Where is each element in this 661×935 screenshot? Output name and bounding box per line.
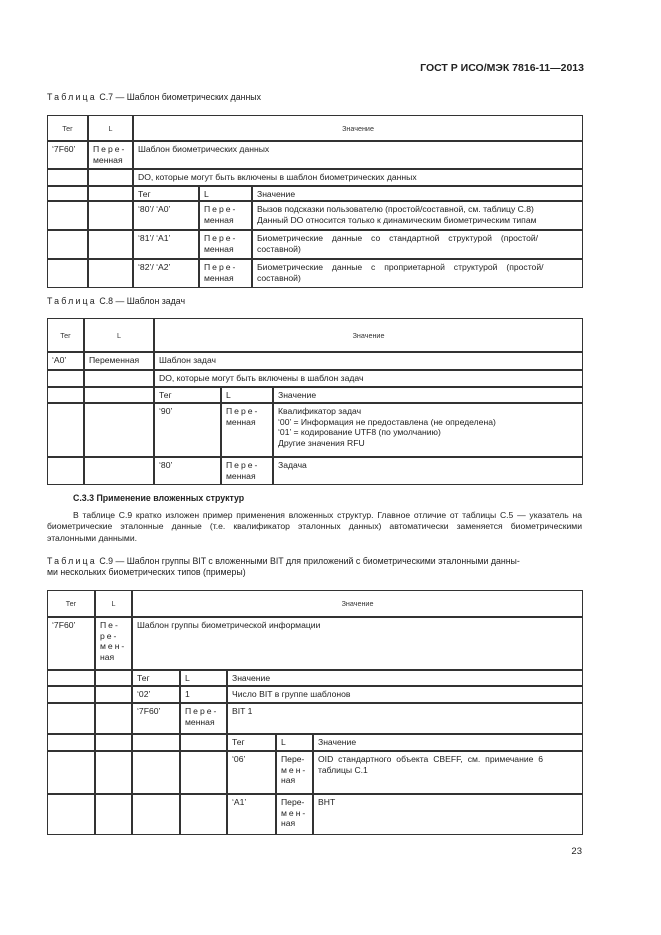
table-cell: [132, 751, 180, 794]
table-cell: [47, 201, 88, 230]
table-c8-caption: [47, 296, 185, 307]
table-cell: L: [221, 387, 273, 403]
table-cell: [88, 230, 133, 259]
table-cell: ‘7F60’: [47, 141, 88, 169]
header-value: Значение: [132, 590, 583, 617]
table-cell: 1: [180, 686, 227, 703]
table-cell: [199, 259, 252, 288]
value-line: Другие значения RFU: [278, 438, 365, 449]
table-cell: DO, которые могут быть включены в шаблон биометрических данных: [133, 169, 583, 186]
l-line: менная: [185, 716, 215, 727]
table-cell: [95, 686, 132, 703]
table-cell: [47, 670, 95, 686]
table-cell: Число BIT в группе шаблонов: [227, 686, 583, 703]
table-cell: [95, 794, 132, 835]
l-line: Пере-: [93, 144, 127, 154]
header-l: L: [84, 318, 154, 352]
table-cell: [47, 686, 95, 703]
header-tag: Тег: [47, 318, 84, 352]
table-cell: [84, 403, 154, 457]
table-cell: [132, 794, 180, 835]
value-line: Биометрические данные с проприетарной структурой (простой/: [257, 262, 544, 272]
table-cell: [199, 230, 252, 259]
section-paragraph: В таблице С.9 кратко изложен пример применения вложенных структур. Главное отличие от таблицы С.5 — указатель на биометрические эталонные данные (т.е. квалификатор эталонных данных) автоматически заменяется биометрическими эталонными данными.: [47, 510, 582, 543]
table-cell: [95, 703, 132, 734]
value-line: ‘01’ = кодирование UTF8 (по умолчанию): [278, 427, 441, 438]
table-cell: Тег: [154, 387, 221, 403]
table-cell: [47, 387, 84, 403]
l-line: Пере-: [281, 754, 305, 764]
table-cell: ‘81’/ ‘A1’: [133, 230, 199, 259]
caption-prefix: Таблица: [47, 92, 97, 102]
caption-text: С.7 — Шаблон биометрических данных: [96, 92, 262, 102]
table-cell: [252, 230, 583, 259]
l-line: ная: [281, 775, 296, 786]
l-line: ная: [281, 818, 296, 829]
table-cell: ‘7F60’: [132, 703, 180, 734]
table-cell: Переменная: [84, 352, 154, 370]
table-cell: [180, 734, 227, 751]
caption-prefix: Таблица: [47, 556, 97, 566]
table-cell: [47, 457, 84, 485]
table-cell: Тег: [132, 670, 180, 686]
table-cell: [180, 703, 227, 734]
table-cell: L: [180, 670, 227, 686]
table-cell: [47, 703, 95, 734]
table-cell: ‘7F60’: [47, 617, 95, 670]
l-line: менная: [226, 416, 256, 427]
table-cell: ‘02’: [132, 686, 180, 703]
table-cell: [84, 457, 154, 485]
header-l: L: [95, 590, 132, 617]
caption-text: С.8 — Шаблон задач: [96, 296, 186, 306]
table-cell: [88, 259, 133, 288]
table-cell: ‘A0’: [47, 352, 84, 370]
table-cell: Значение: [273, 387, 583, 403]
l-line: мен-: [281, 764, 308, 775]
header-value: Значение: [133, 115, 583, 141]
table-cell: ‘80’: [154, 457, 221, 485]
table-cell: [252, 201, 583, 230]
value-line: таблицы С.1: [318, 764, 368, 775]
table-cell: BHT: [313, 794, 583, 835]
value-line: OID стандартного объекта CBEFF, см. примечание 6: [318, 754, 544, 764]
l-line: мен-: [281, 807, 308, 818]
l-line: ре-: [100, 630, 119, 641]
value-line: Биометрические данные со стандартной структурой (простой/: [257, 233, 539, 243]
table-cell: [95, 617, 132, 670]
table-cell: [84, 387, 154, 403]
header-tag: Тег: [47, 590, 95, 617]
table-cell: [88, 169, 133, 186]
table-cell: ‘A1’: [227, 794, 276, 835]
l-line: менная: [226, 470, 256, 481]
l-line: Пере-: [204, 233, 238, 243]
l-line: Пере-: [204, 262, 238, 272]
table-cell: Шаблон задач: [154, 352, 583, 370]
l-line: ная: [100, 652, 115, 663]
table-cell: [88, 186, 133, 201]
header-l: L: [88, 115, 133, 141]
l-line: Пере-: [281, 797, 305, 807]
table-cell: ‘80’/ ‘A0’: [133, 201, 199, 230]
table-cell: Значение: [227, 670, 583, 686]
table-cell: [47, 370, 84, 387]
table-cell: ‘06’: [227, 751, 276, 794]
table-cell: BIT 1: [227, 703, 583, 734]
table-cell: [47, 169, 88, 186]
table-cell: [132, 734, 180, 751]
table-cell: [47, 751, 95, 794]
table-cell: L: [199, 186, 252, 201]
table-cell: Шаблон группы биометрической информации: [132, 617, 583, 670]
table-cell: Задача: [273, 457, 583, 485]
table-cell: [47, 794, 95, 835]
value-line: ‘00’ = Информация не предоставлена (не определена): [278, 416, 496, 427]
l-line: менная: [204, 243, 234, 254]
table-cell: Тег: [133, 186, 199, 201]
value-line: составной): [257, 272, 301, 283]
table-cell: [84, 370, 154, 387]
table-cell: [276, 751, 313, 794]
l-line: Пере-: [204, 204, 238, 214]
l-line: менная: [93, 154, 123, 165]
table-cell: [88, 201, 133, 230]
table-cell: [47, 734, 95, 751]
value-line: составной): [257, 243, 301, 254]
caption-prefix: Таблица: [47, 296, 97, 306]
l-line: мен-: [100, 641, 127, 652]
table-cell: DO, которые могут быть включены в шаблон задач: [154, 370, 583, 387]
table-cell: [276, 794, 313, 835]
table-c9-caption: [47, 556, 583, 578]
table-cell: Значение: [313, 734, 583, 751]
header-tag: Тег: [47, 115, 88, 141]
l-line: Пере-: [185, 706, 219, 716]
table-cell: [47, 186, 88, 201]
table-cell: [252, 259, 583, 288]
l-line: менная: [204, 214, 234, 225]
table-cell: [47, 403, 84, 457]
table-cell: [313, 751, 583, 794]
l-line: Пере-: [226, 406, 260, 416]
table-cell: [180, 794, 227, 835]
document-header: ГОСТ Р ИСО/МЭК 7816-11—2013: [420, 62, 584, 74]
table-cell: Тег: [227, 734, 276, 751]
header-value: Значение: [154, 318, 583, 352]
value-line: Вызов подсказки пользователю (простой/составной, см. таблицу С.8): [257, 204, 534, 214]
table-cell: ‘90’: [154, 403, 221, 457]
table-cell: ‘82’/ ‘A2’: [133, 259, 199, 288]
l-line: Пере-: [226, 460, 260, 470]
caption-text: С.9 — Шаблон группы BIT с вложенными BIT для приложений с биометрическими эталонными данны-: [96, 556, 520, 566]
table-cell: [221, 457, 273, 485]
table-cell: Значение: [252, 186, 583, 201]
table-cell: [273, 403, 583, 457]
table-cell: [88, 141, 133, 169]
table-cell: [95, 751, 132, 794]
table-cell: L: [276, 734, 313, 751]
caption-text-line2: ми нескольких биометрических типов (примеры): [47, 566, 246, 577]
l-line: менная: [204, 272, 234, 283]
value-line: Квалификатор задач: [278, 406, 362, 416]
section-title: С.3.3 Применение вложенных структур: [73, 493, 245, 503]
page-number: 23: [571, 846, 582, 857]
l-line: Пе-: [100, 620, 120, 630]
table-cell: [95, 734, 132, 751]
table-c7-caption: [47, 92, 261, 103]
table-cell: [47, 230, 88, 259]
table-cell: [180, 751, 227, 794]
value-line: Данный DO относится только к динамическим биометрическим типам: [257, 214, 537, 225]
table-cell: [47, 259, 88, 288]
table-cell: [221, 403, 273, 457]
table-cell: [95, 670, 132, 686]
table-cell: Шаблон биометрических данных: [133, 141, 583, 169]
table-cell: [199, 201, 252, 230]
